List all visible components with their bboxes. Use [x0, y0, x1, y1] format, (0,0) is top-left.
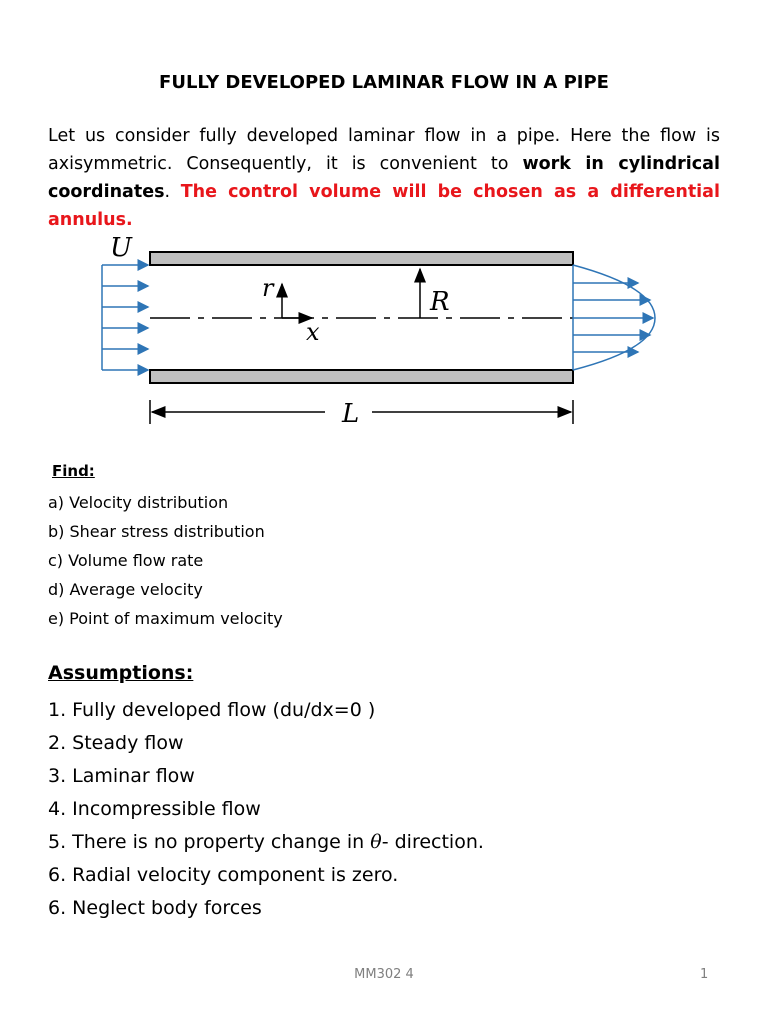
- intro-text-2: .: [164, 182, 181, 202]
- length-dimension: [150, 400, 573, 424]
- find-item: b) Shear stress distribution: [48, 522, 265, 541]
- assumption-item: 1. Fully developed flow (du/dx=0 ): [48, 699, 376, 721]
- theta-symbol: θ: [370, 831, 382, 853]
- find-item: a) Velocity distribution: [48, 493, 229, 512]
- page-title: FULLY DEVELOPED LAMINAR FLOW IN A PIPE: [159, 72, 609, 93]
- label-r: r: [262, 274, 274, 302]
- assumption-item: 3. Laminar flow: [48, 765, 195, 787]
- find-heading: Find:: [52, 462, 95, 480]
- inlet-velocity-arrows: [102, 265, 148, 370]
- pipe-flow-diagram: [90, 232, 690, 432]
- label-l: L: [342, 399, 360, 429]
- intro-text-1: Let us consider fully developed laminar flow in a pipe. Here the flow is axisymmetric. Consequently, it is convenient to: [48, 126, 720, 174]
- pipe-top-wall: [150, 252, 573, 265]
- coordinate-axes: [282, 284, 312, 318]
- assumption-5-suffix: - direction.: [381, 831, 484, 853]
- assumptions-heading: Assumptions:: [48, 662, 194, 684]
- assumption-5-text: 5. There is no property change in: [48, 831, 371, 853]
- intro-paragraph: [48, 122, 720, 234]
- label-capital-r: R: [430, 287, 450, 317]
- footer-page-number: 1: [700, 967, 709, 982]
- assumption-item: 6. Radial velocity component is zero.: [48, 864, 399, 886]
- find-item: c) Volume flow rate: [48, 551, 204, 570]
- find-item: e) Point of maximum velocity: [48, 609, 283, 628]
- assumption-item: 2. Steady flow: [48, 732, 184, 754]
- assumptions-list: [48, 694, 484, 925]
- assumption-item: 4. Incompressible flow: [48, 798, 261, 820]
- intro-red-text: The control volume will be chosen as a differential annulus.: [48, 182, 720, 230]
- assumption-item: [48, 826, 484, 859]
- assumption-item: 6. Neglect body forces: [48, 897, 262, 919]
- find-list: [48, 488, 283, 633]
- label-x: x: [306, 318, 320, 346]
- footer-course-code: MM302 4: [354, 967, 414, 982]
- label-u: U: [110, 233, 132, 263]
- outlet-velocity-profile: [573, 265, 655, 370]
- pipe-bottom-wall: [150, 370, 573, 383]
- find-item: d) Average velocity: [48, 580, 203, 599]
- intro-bold-text: work in cylindrical coordinates: [48, 154, 720, 202]
